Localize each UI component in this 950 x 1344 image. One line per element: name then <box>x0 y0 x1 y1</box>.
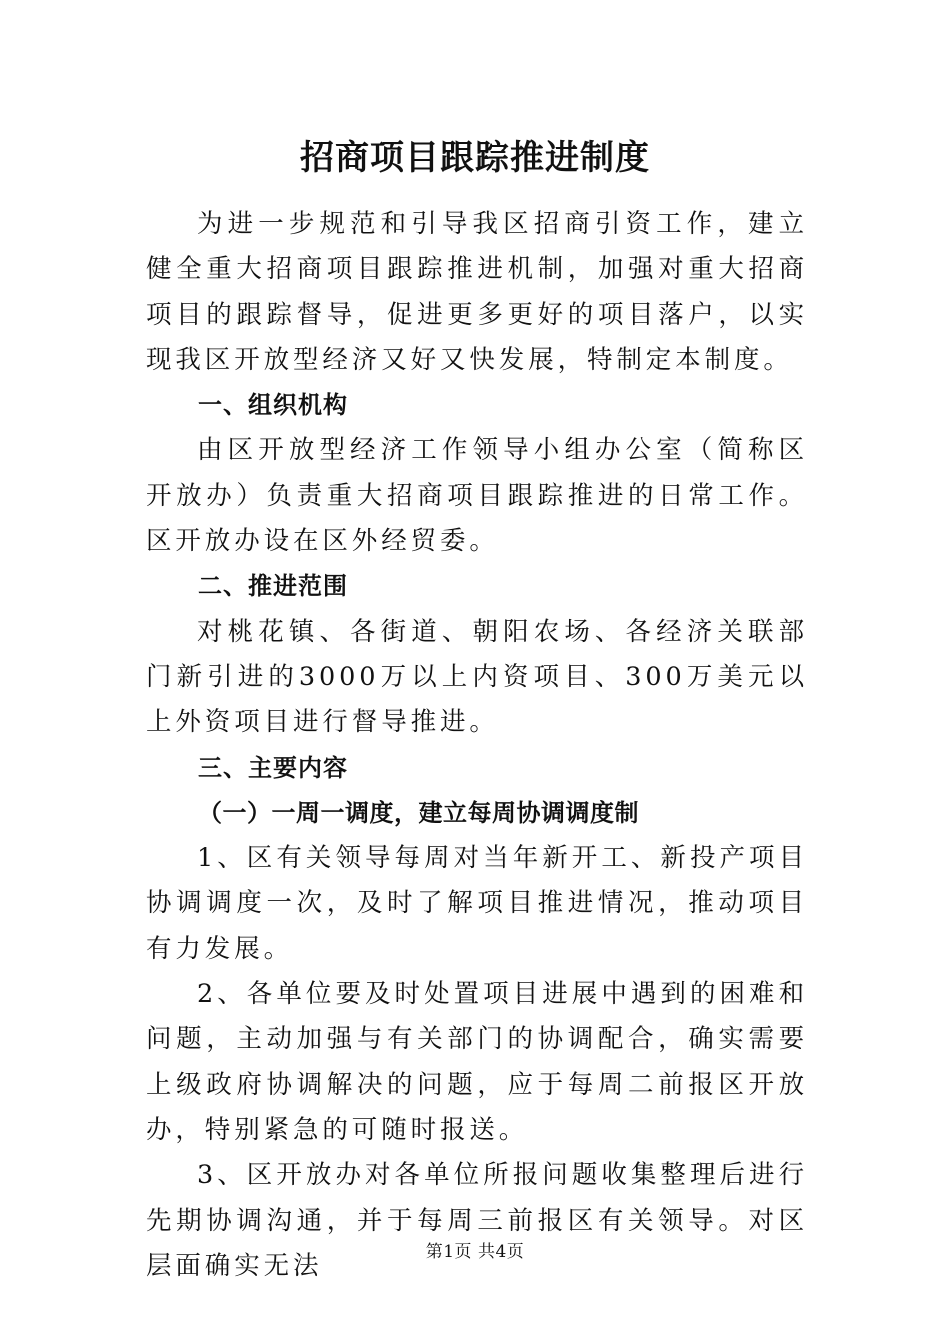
section-heading-scope: 二、推进范围 <box>198 572 348 601</box>
section-text-scope: 对桃花镇、各街道、朝阳农场、各经济关联部门新引进的3000万以上内资项目、300万美元以上外资项目进行督导推进。 <box>146 616 808 738</box>
document-title: 招商项目跟踪推进制度 <box>300 138 650 178</box>
section-heading-main-content: 三、主要内容 <box>198 753 348 782</box>
section-text-organization: 由区开放型经济工作领导小组办公室（简称区开放办）负责重大招商项目跟踪推进的日常工作。区开放办设在区外经贸委。 <box>146 435 808 557</box>
subsection-heading-weekly: （一）一周一调度，建立每周协调调度制 <box>198 798 639 827</box>
page-number-footer: 第1页 共4页 <box>425 1242 525 1262</box>
list-item: 3、区开放办对各单位所报问题收集整理后进行先期协调沟通，并于每周三前报区有关领导。对区层面确实无法 <box>146 1160 808 1281</box>
intro-paragraph: 为进一步规范和引导我区招商引资工作，建立健全重大招商项目跟踪推进机制，加强对重大招商项目的跟踪督导，促进更多更好的项目落户，以实现我区开放型经济又好又快发展，特制定本制度。 <box>146 209 808 375</box>
document-body <box>146 202 808 1289</box>
list-item: 1、区有关领导每周对当年新开工、新投产项目协调调度一次，及时了解项目推进情况，推动项目有力发展。 <box>146 843 808 964</box>
section-heading-organization: 一、组织机构 <box>198 391 348 420</box>
list-item: 2、各单位要及时处置项目进展中遇到的困难和问题，主动加强与有关部门的协调配合，确实需要上级政府协调解决的问题，应于每周二前报区开放办，特别紧急的可随时报送。 <box>146 979 808 1145</box>
